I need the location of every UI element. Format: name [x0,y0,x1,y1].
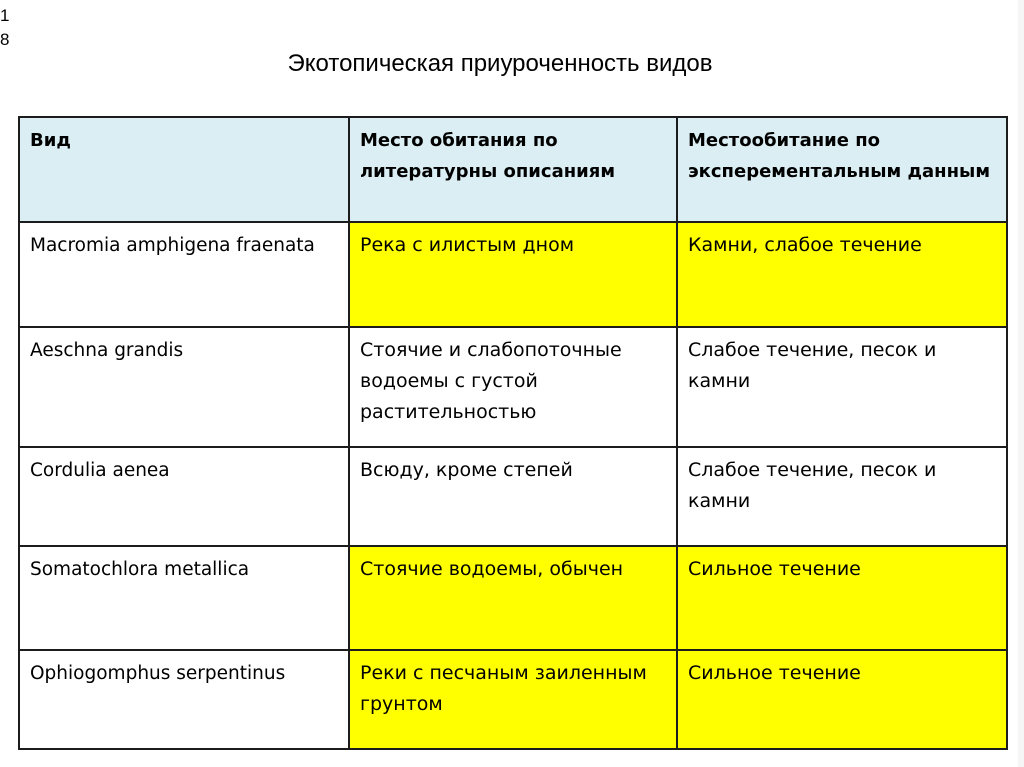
experimental-cell: Сильное течение [677,546,1007,650]
species-cell: Aeschna grandis [19,327,349,447]
table-row [19,222,1007,327]
literature-cell: Стоячие водоемы, обычен [349,546,677,650]
table-row [19,327,1007,447]
literature-cell: Стоячие и слабопоточные водоемы с густой растительностью [349,327,677,447]
table-row [19,546,1007,650]
slide-edge [1018,0,1024,767]
table-row [19,650,1007,749]
header-experimental-habitat: Местообитание по эксперементальным данным [677,117,1007,222]
experimental-cell: Слабое течение, песок и камни [677,327,1007,447]
table-row [19,447,1007,546]
experimental-cell: Слабое течение, песок и камни [677,447,1007,546]
literature-cell: Всюду, кроме степей [349,447,677,546]
slide-number-digit-1: 1 [0,6,10,25]
species-cell: Somatochlora metallica [19,546,349,650]
header-literature-habitat: Место обитания по литературны описаниям [349,117,677,222]
habitat-table [18,116,1008,750]
species-cell: Cordulia aenea [19,447,349,546]
table-header-row [19,117,1007,222]
literature-cell: Река с илистым дном [349,222,677,327]
slide-number-digit-2: 8 [0,30,10,49]
slide-number [0,4,14,52]
header-species: Вид [19,117,349,222]
experimental-cell: Сильное течение [677,650,1007,749]
slide-title: Экотопическая приуроченность видов [287,50,713,77]
species-cell: Ophiogomphus serpentinus [19,650,349,749]
literature-cell: Реки с песчаным заиленным грунтом [349,650,677,749]
experimental-cell: Камни, слабое течение [677,222,1007,327]
species-cell: Macromia amphigena fraenata [19,222,349,327]
